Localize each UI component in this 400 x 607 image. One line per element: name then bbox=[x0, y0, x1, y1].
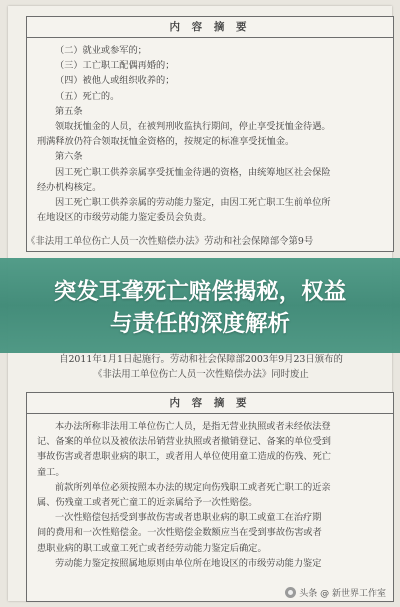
text-line: 在地设区的市级劳动能力鉴定委员会负责。 bbox=[37, 212, 212, 224]
text-line: 劳动能力鉴定按照属地原则由单位所在地设区的市级劳动能力鉴定 bbox=[55, 557, 322, 569]
text-line: 童工。 bbox=[37, 466, 65, 478]
panel-body bbox=[27, 414, 393, 571]
text-line: （四）被他人或组织收养的； bbox=[55, 75, 175, 87]
text-line: 因工死亡职工供养亲属享受抚恤金待遇的资格，由统筹地区社会保险 bbox=[55, 166, 331, 178]
watermark-text: 头条 @ 新世界工作室 bbox=[299, 589, 386, 599]
text-line: 自2011年1月1日起施行。劳动和社会保障部2003年9月23日颁布的 bbox=[59, 354, 343, 365]
text-line: （三）工亡职工配偶再婚的； bbox=[55, 60, 175, 72]
panel-header: 内 容 摘 要 bbox=[27, 17, 393, 38]
panel-body bbox=[27, 38, 393, 225]
text-line: 《非法用工单位伤亡人员一次性赔偿办法》同时废止 bbox=[93, 369, 309, 380]
banner-title-line-1: 突发耳聋死亡赔偿揭秘，权益 bbox=[53, 279, 347, 305]
text-line: 经办机构核定。 bbox=[37, 181, 102, 193]
text-line: 属、伤残童工或者死亡童工的近亲属给予一次性赔偿。 bbox=[37, 497, 258, 509]
text-line: 领取抚恤金的人员，在被判刑收监执行期间，停止享受抚恤金待遇。 bbox=[55, 121, 331, 133]
text-line: 事故伤害或者患职业病的职工，或者用人单位使用童工造成的伤残、死亡 bbox=[37, 451, 331, 463]
text-line: 刑满释放仍符合领取抚恤金资格的，按规定的标准享受抚恤金。 bbox=[37, 136, 295, 148]
panel-header: 内 容 摘 要 bbox=[27, 393, 393, 414]
summary-panel-top bbox=[26, 16, 394, 252]
partial-text-above-banner: 《非法用工单位伤亡人员一次性赔偿办法》劳动和社会保障部令第9号 bbox=[26, 236, 314, 247]
banner-title-line-2: 与责任的深度解析 bbox=[109, 311, 290, 337]
text-line: 因工死亡职工供养亲属的劳动能力鉴定，由因工死亡职工生前单位所 bbox=[55, 197, 331, 209]
watermark-logo-icon bbox=[285, 587, 296, 598]
text-line: 前款所列单位必须按照本办法的规定向伤残职工或者死亡职工的近亲 bbox=[55, 481, 331, 493]
text-line: 记、备案的单位以及被依法吊销营业执照或者撤销登记、备案的单位受到 bbox=[37, 436, 331, 448]
text-line: 本办法所称非法用工单位伤亡人员，是指无营业执照或者未经依法登 bbox=[55, 421, 331, 432]
watermark bbox=[285, 586, 386, 599]
text-line: 间的费用和一次性赔偿金。一次性赔偿金数额应当在受到事故伤害或者 bbox=[37, 527, 322, 539]
partial-text-below-banner bbox=[26, 352, 376, 382]
article-heading: 第六条 bbox=[55, 151, 83, 163]
summary-panel-bottom bbox=[26, 392, 394, 602]
text-line: （五）死亡的。 bbox=[55, 90, 120, 102]
text-line: 一次性赔偿包括受到事故伤害或者患职业病的职工或童工在治疗期 bbox=[55, 512, 322, 524]
text-line: （二）就业或参军的； bbox=[55, 45, 147, 56]
article-heading: 第五条 bbox=[55, 105, 83, 117]
text-line: 患职业病的职工或童工死亡或者经劳动能力鉴定后确定。 bbox=[37, 542, 267, 554]
